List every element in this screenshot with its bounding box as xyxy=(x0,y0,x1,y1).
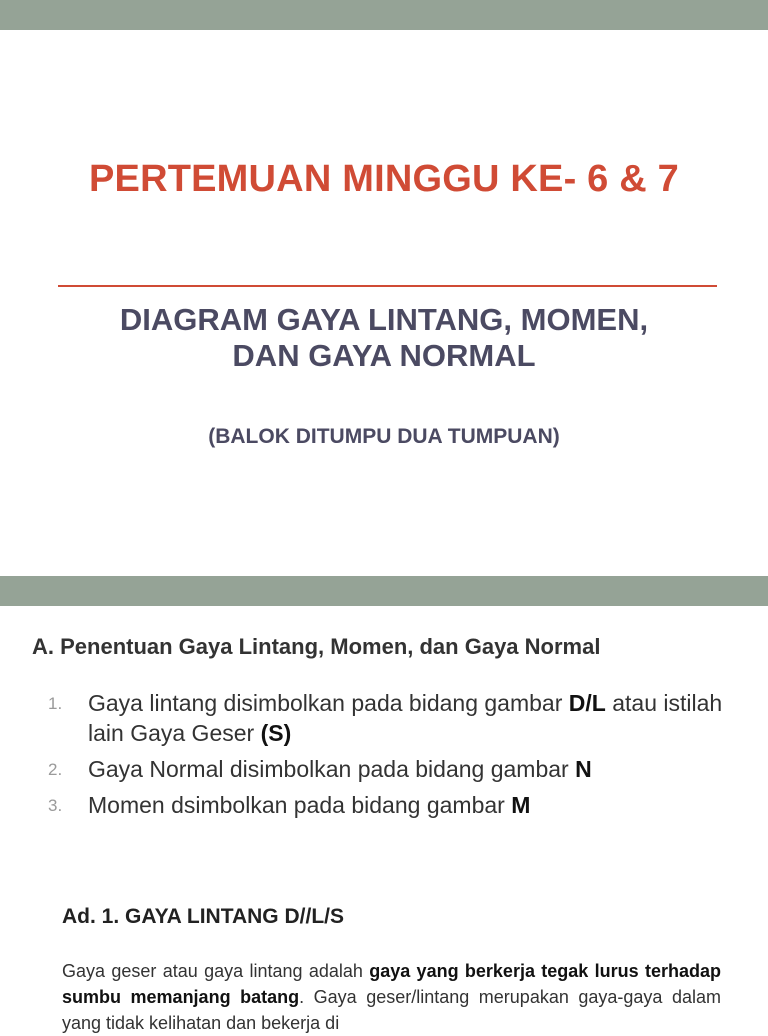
list-number: 1. xyxy=(48,694,63,713)
list-text: Momen dsimbolkan pada bidang gambar xyxy=(88,792,512,818)
list-item xyxy=(48,754,738,784)
paragraph-text: . Gaya geser/lintang merupakan gaya-gaya dalam yang tidak kelihatan dan bekerja di xyxy=(62,987,721,1033)
section-heading: A. Penentuan Gaya Lintang, Momen, dan Gaya Normal xyxy=(32,634,601,659)
body-paragraph xyxy=(62,958,721,1036)
slide-subtitle xyxy=(0,302,768,374)
list-text: Gaya lintang disimbolkan pada bidang gambar xyxy=(88,690,569,716)
paragraph-text: Gaya geser atau gaya lintang adalah xyxy=(62,961,370,981)
list-item xyxy=(48,790,738,820)
definition-list xyxy=(48,688,738,826)
list-number: 2. xyxy=(48,760,63,779)
paragraph-bold: gaya yang berkerja tegak lurus terhadap sumbu memanjang batang xyxy=(62,961,721,1007)
subtitle-line-2: DAN GAYA NORMAL xyxy=(232,338,536,373)
title-divider xyxy=(58,285,717,287)
slide-divider-band xyxy=(0,576,768,606)
list-item xyxy=(48,688,738,748)
slide-title: PERTEMUAN MINGGU KE- 6 & 7 xyxy=(88,158,680,200)
top-decorative-band xyxy=(0,0,768,30)
list-bold-symbol: (S) xyxy=(260,720,292,746)
slide-note: (BALOK DITUMPU DUA TUMPUAN) xyxy=(208,425,560,448)
list-bold-symbol: M xyxy=(511,792,531,818)
list-number: 3. xyxy=(48,796,63,815)
list-bold-symbol: N xyxy=(575,756,592,782)
subsection-heading: Ad. 1. GAYA LINTANG D//L/S xyxy=(62,905,344,928)
list-bold-symbol: D/L xyxy=(568,690,606,716)
list-text: atau istilah lain Gaya Geser xyxy=(88,690,723,746)
list-text: Gaya Normal disimbolkan pada bidang gambar xyxy=(88,756,576,782)
subtitle-line-1: DIAGRAM GAYA LINTANG, MOMEN, xyxy=(119,302,649,337)
